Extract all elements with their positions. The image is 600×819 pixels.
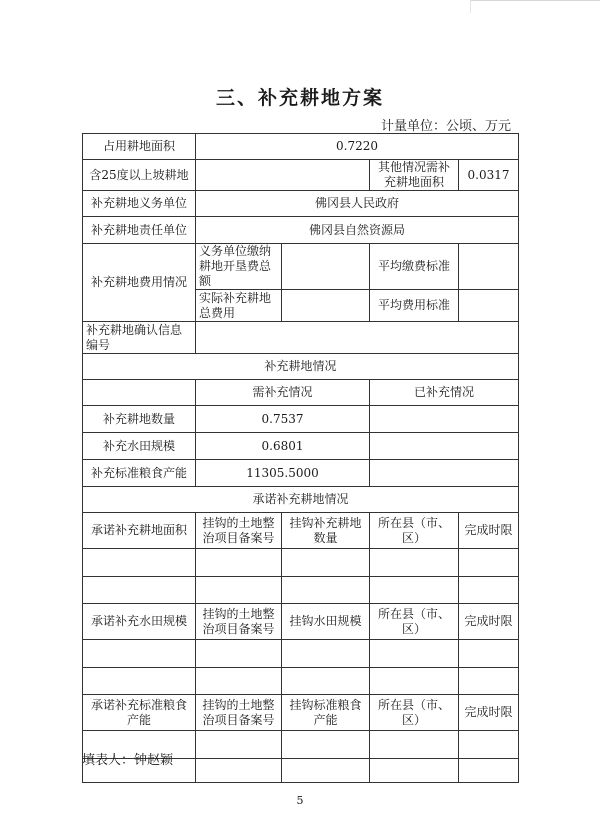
avg-cost-value [459, 290, 519, 322]
avg-paid-label: 平均缴费标准 [370, 244, 459, 290]
blank-cell [196, 731, 282, 759]
situation-need-value: 11305.5000 [196, 460, 370, 487]
promise-group-label: 承诺补充耕地面积 [83, 513, 196, 549]
blank-cell [370, 577, 459, 604]
blank-cell [282, 549, 370, 577]
other-area-value: 0.0317 [459, 160, 519, 191]
blank-cell [282, 577, 370, 604]
blank-cell [370, 668, 459, 695]
fee-paid-label: 义务单位缴纳耕地开垦费总额 [196, 244, 282, 290]
duty-unit-label: 补充耕地义务单位 [83, 191, 196, 217]
blank-cell [459, 549, 519, 577]
slope-value [196, 160, 370, 191]
resp-unit-value: 佛冈县自然资源局 [196, 217, 519, 244]
promise-col-deadline: 完成时限 [459, 513, 519, 549]
blank-cell [196, 549, 282, 577]
blank-cell [370, 549, 459, 577]
promise-col-county: 所在县（市、区） [370, 513, 459, 549]
blank-cell [83, 668, 196, 695]
situation-row-label: 补充耕地数量 [83, 406, 196, 433]
col-done-header: 已补充情况 [370, 380, 519, 406]
promise-col-county: 所在县（市、区） [370, 604, 459, 640]
blank-cell [459, 731, 519, 759]
promise-col-amount: 挂钩标准粮食产能 [282, 695, 370, 731]
page-number: 5 [296, 794, 304, 807]
blank-cell [370, 640, 459, 668]
blank-cell [282, 668, 370, 695]
fee-label: 补充耕地费用情况 [83, 244, 196, 322]
page-title: 三、补充耕地方案 [215, 87, 384, 109]
situation-need-value: 0.6801 [196, 433, 370, 460]
promise-col-amount: 挂钩水田规模 [282, 604, 370, 640]
blank-cell [459, 640, 519, 668]
blank-cell [196, 759, 282, 783]
fee-actual-label: 实际补充耕地总费用 [196, 290, 282, 322]
blank-cell [282, 731, 370, 759]
avg-cost-label: 平均费用标准 [370, 290, 459, 322]
situation-blank-header [83, 380, 196, 406]
blank-cell [83, 577, 196, 604]
blank-cell [196, 577, 282, 604]
situation-need-value: 0.7537 [196, 406, 370, 433]
scan-edge-mark [470, 0, 600, 13]
situation-row-label: 补充水田规模 [83, 433, 196, 460]
duty-unit-value: 佛冈县人民政府 [196, 191, 519, 217]
farmland-table [82, 133, 519, 783]
blank-cell [459, 577, 519, 604]
unit-note: 计量单位：公顷、万元 [380, 119, 511, 134]
blank-cell [282, 759, 370, 783]
blank-cell [370, 759, 459, 783]
promise-group-label: 承诺补充水田规模 [83, 604, 196, 640]
blank-cell [370, 731, 459, 759]
promise-section-title: 承诺补充耕地情况 [83, 487, 519, 513]
col-need-header: 需补充情况 [196, 380, 370, 406]
blank-cell [83, 549, 196, 577]
situation-done-value [370, 460, 519, 487]
promise-col-project: 挂钩的土地整治项目备案号 [196, 695, 282, 731]
promise-col-project: 挂钩的土地整治项目备案号 [196, 513, 282, 549]
blank-cell [196, 668, 282, 695]
situation-section-title: 补充耕地情况 [83, 354, 519, 380]
slope-label: 含25度以上坡耕地 [83, 160, 196, 191]
confirm-no-label: 补充耕地确认信息编号 [83, 322, 196, 354]
occupied-area-value: 0.7220 [196, 134, 519, 160]
fee-paid-value [282, 244, 370, 290]
confirm-no-value [196, 322, 519, 354]
promise-group-label: 承诺补充标准粮食产能 [83, 695, 196, 731]
promise-col-amount: 挂钩补充耕地数量 [282, 513, 370, 549]
blank-cell [282, 640, 370, 668]
situation-done-value [370, 406, 519, 433]
blank-cell [459, 759, 519, 783]
resp-unit-label: 补充耕地责任单位 [83, 217, 196, 244]
blank-cell [459, 668, 519, 695]
blank-cell [83, 640, 196, 668]
promise-col-deadline: 完成时限 [459, 604, 519, 640]
promise-col-county: 所在县（市、区） [370, 695, 459, 731]
situation-done-value [370, 433, 519, 460]
fee-actual-value [282, 290, 370, 322]
situation-row-label: 补充标准粮食产能 [83, 460, 196, 487]
promise-col-deadline: 完成时限 [459, 695, 519, 731]
occupied-area-label: 占用耕地面积 [83, 134, 196, 160]
form-filler: 填表人：钟赵颖 [82, 753, 174, 768]
blank-cell [196, 640, 282, 668]
avg-paid-value [459, 244, 519, 290]
promise-col-project: 挂钩的土地整治项目备案号 [196, 604, 282, 640]
other-area-label: 其他情况需补充耕地面积 [370, 160, 459, 191]
